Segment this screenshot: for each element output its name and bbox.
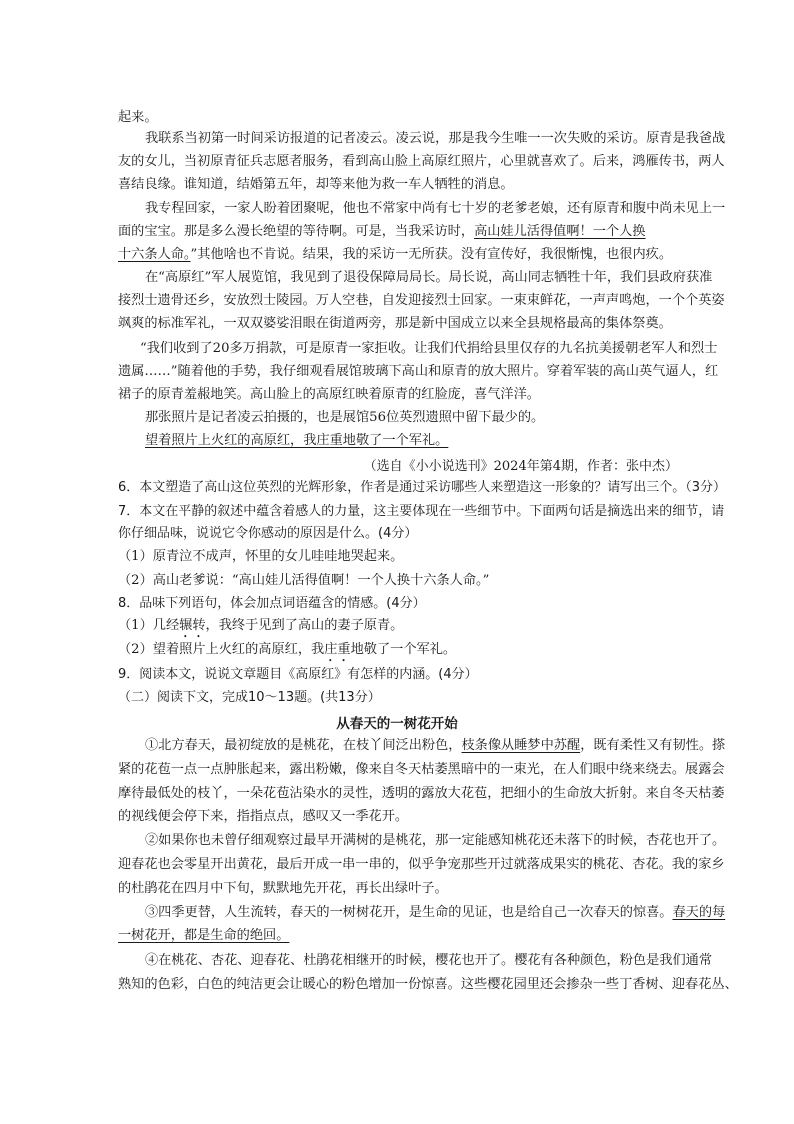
underlined-sentence: 一树花开，都是生命的绝回。 bbox=[118, 928, 290, 943]
paragraph-1-line: 的视线便会停下来，指指点点，感叹又一季花开。 bbox=[118, 809, 409, 824]
passage-line: 遗属……”随着他的手势，我仔细观看展馆玻璃下高山和原青的放大照片。穿着军装的高山英气逼人，红 bbox=[118, 364, 719, 379]
paragraph-1-line: 摩待最低处的枝丫，一朵花苞沾染水的灵性，透明的露放大花苞，把细小的生命放大折射。来自冬天枯萎 bbox=[118, 786, 725, 801]
paragraph-4-line: ④在桃花、杏花、迎春花、杜鹃花相继开的时候，樱花也开了。樱花有各种颜色，粉色是我们通常 bbox=[145, 953, 713, 968]
question-8: 8．品味下列语句，体会加点词语蕴含的情感。(4分） bbox=[118, 596, 426, 611]
dotted-word: 庄重 bbox=[324, 642, 351, 657]
passage-line: 喜结良缘。谁知道，结婚第五年，却等来他为救一车人牺牲的消息。 bbox=[118, 177, 514, 192]
question-7-item-2: （2）高山老爹说：“高山娃儿活得值啊！一个人换十六条人命。” bbox=[118, 573, 490, 588]
passage-line: 裙子的原青羞赧地笑。高山脸上的高原红映着原青的红脸庞，喜气洋洋。 bbox=[118, 387, 540, 402]
paragraph-2-line: 的杜鹃花在四月中下旬，默默地先开花，再长出绿叶子。 bbox=[118, 881, 448, 896]
passage-line bbox=[118, 245, 678, 265]
question-9: 9．阅读本文，说说文章题目《高原红》有怎样的内涵。(4分） bbox=[118, 667, 478, 682]
underlined-sentence: 枝条像从睡梦中苏醒 bbox=[461, 738, 581, 753]
paragraph-1-line bbox=[145, 736, 726, 756]
sentence-text: （2）望着照片上火红的高原红，我 bbox=[118, 642, 325, 657]
question-7-cont: 你仔细品味，说说它令你感动的原因是什么。(4分） bbox=[118, 526, 418, 541]
passage-text: ”其他啥也不肯说。结果，我的采访一无所获。没有宣传好，我很惭愧，也很内疚。 bbox=[190, 247, 673, 262]
passage-line bbox=[118, 222, 678, 242]
dotted-word: 辗转 bbox=[179, 618, 206, 633]
paragraph-1-line: 紧的花苞一点一点肿胀起来，露出粉嫩，像来自冬天枯萎黑暗中的一束光，在人们眼中绕来绕去。展露会 bbox=[118, 762, 725, 777]
passage-line: 起来。 bbox=[118, 110, 158, 125]
passage-text: ①北方春天，最初绽放的是桃花，在枝丫间泛出粉色， bbox=[145, 738, 462, 753]
passage-title: 从春天的一树花开始 bbox=[336, 716, 458, 732]
paragraph-3-line bbox=[118, 926, 678, 946]
paragraph-4-line: 熟知的色彩，白色的纯洁更会让暖心的粉色增加一份惊喜。这些樱花园里还会掺杂一些丁香树、迎春花丛、 bbox=[118, 977, 738, 992]
passage-line: 接烈士遗骨还乡，安放烈士陵园。万人空巷，自发迎接烈士回家。一束束鲜花，一声声鸣炮，一个个英姿 bbox=[118, 293, 725, 308]
passage-line: “我们收到了20多万捐款，可是原青一家拒收。让我们代捐给县里仅存的九名抗美援朝老军人和烈士 bbox=[140, 341, 718, 356]
sentence-text: ，我终于见到了高山的妻子原青。 bbox=[205, 618, 404, 633]
passage-line: 在“高原红”军人展览馆，我见到了退役保障局局长。局长说，高山同志牺牲十年，我们县政府获准 bbox=[145, 270, 713, 285]
passage-line bbox=[145, 431, 678, 451]
section-2-heading: （二）阅读下文，完成10～13题。(共13分） bbox=[118, 690, 381, 705]
question-7-item-1: （1）原青泣不成声，怀里的女儿哇哇地哭起来。 bbox=[118, 549, 404, 564]
paragraph-2-line: 迎春花也会零星开出黄花，最后开成一串一串的，似乎争宠那些开过就落成果实的桃花、杏花。我的家乡 bbox=[118, 857, 725, 872]
underlined-sentence: 望着照片上火红的高原红，我庄重地敬了一个军礼。 bbox=[145, 433, 449, 448]
question-8-item-1 bbox=[118, 616, 678, 641]
sentence-text: （1）几经 bbox=[118, 618, 180, 633]
passage-line: 那张照片是记者凌云拍摄的，也是展馆56位英烈遗照中留下最少的。 bbox=[145, 410, 545, 425]
passage-text: 面的宝宝。那是多么漫长绝望的等待啊。可是，当我采访时， bbox=[118, 224, 475, 239]
passage-text: ，既有柔性又有韧性。搽 bbox=[580, 738, 726, 753]
sentence-text: 地敬了一个军礼。 bbox=[350, 642, 457, 657]
passage-line: 我联系当初第一时间采访报道的记者凌云。凌云说，那是我今生唯一一次失败的采访。原青是我爸战 bbox=[145, 131, 726, 146]
passage-line: 飒爽的标准军礼，一双双婆娑泪眼在街道两旁，那是新中国成立以来全县规格最高的集体祭奠。 bbox=[118, 316, 672, 331]
passage-text: ③四季更替，人生流转，春天的一树树花开，是生命的见证，也是给自己一次春天的惊喜。 bbox=[145, 905, 673, 920]
underlined-sentence: 春天的每 bbox=[672, 905, 726, 920]
passage-line: 友的女儿，当初原青征兵志愿者服务，看到高山脸上高原红照片，心里就喜欢了。后来，鸿雁传书，两人 bbox=[118, 154, 725, 169]
question-6: 6．本文塑造了高山这位英烈的光辉形象，作者是通过采访哪些人来塑造这一形象的？请写出三个。（3分） bbox=[118, 480, 727, 495]
passage-line: 我专程回家，一家人盼着团聚呢，他也不常家中尚有七十岁的老爹老娘，还有原青和腹中尚未见上一 bbox=[145, 201, 726, 216]
paragraph-2-line: ②如果你也未曾仔细观察过最早开满树的是桃花，那一定能感知桃花还未落下的时候，杏花也开了。 bbox=[145, 833, 726, 848]
question-7: 7．本文在平静的叙述中蕴含着感人的力量，这主要体现在一些细节中。下面两句话是摘选出来的细节，请 bbox=[118, 504, 725, 519]
underlined-sentence: 高山娃儿活得值啊！一个人换 bbox=[474, 224, 646, 239]
question-8-item-2 bbox=[118, 640, 678, 665]
source-citation: （选自《小小说选刊》2024年第4期，作者：张中杰） bbox=[363, 459, 678, 474]
underlined-sentence: 十六条人命。 bbox=[118, 247, 191, 262]
paragraph-3-line bbox=[145, 903, 726, 923]
